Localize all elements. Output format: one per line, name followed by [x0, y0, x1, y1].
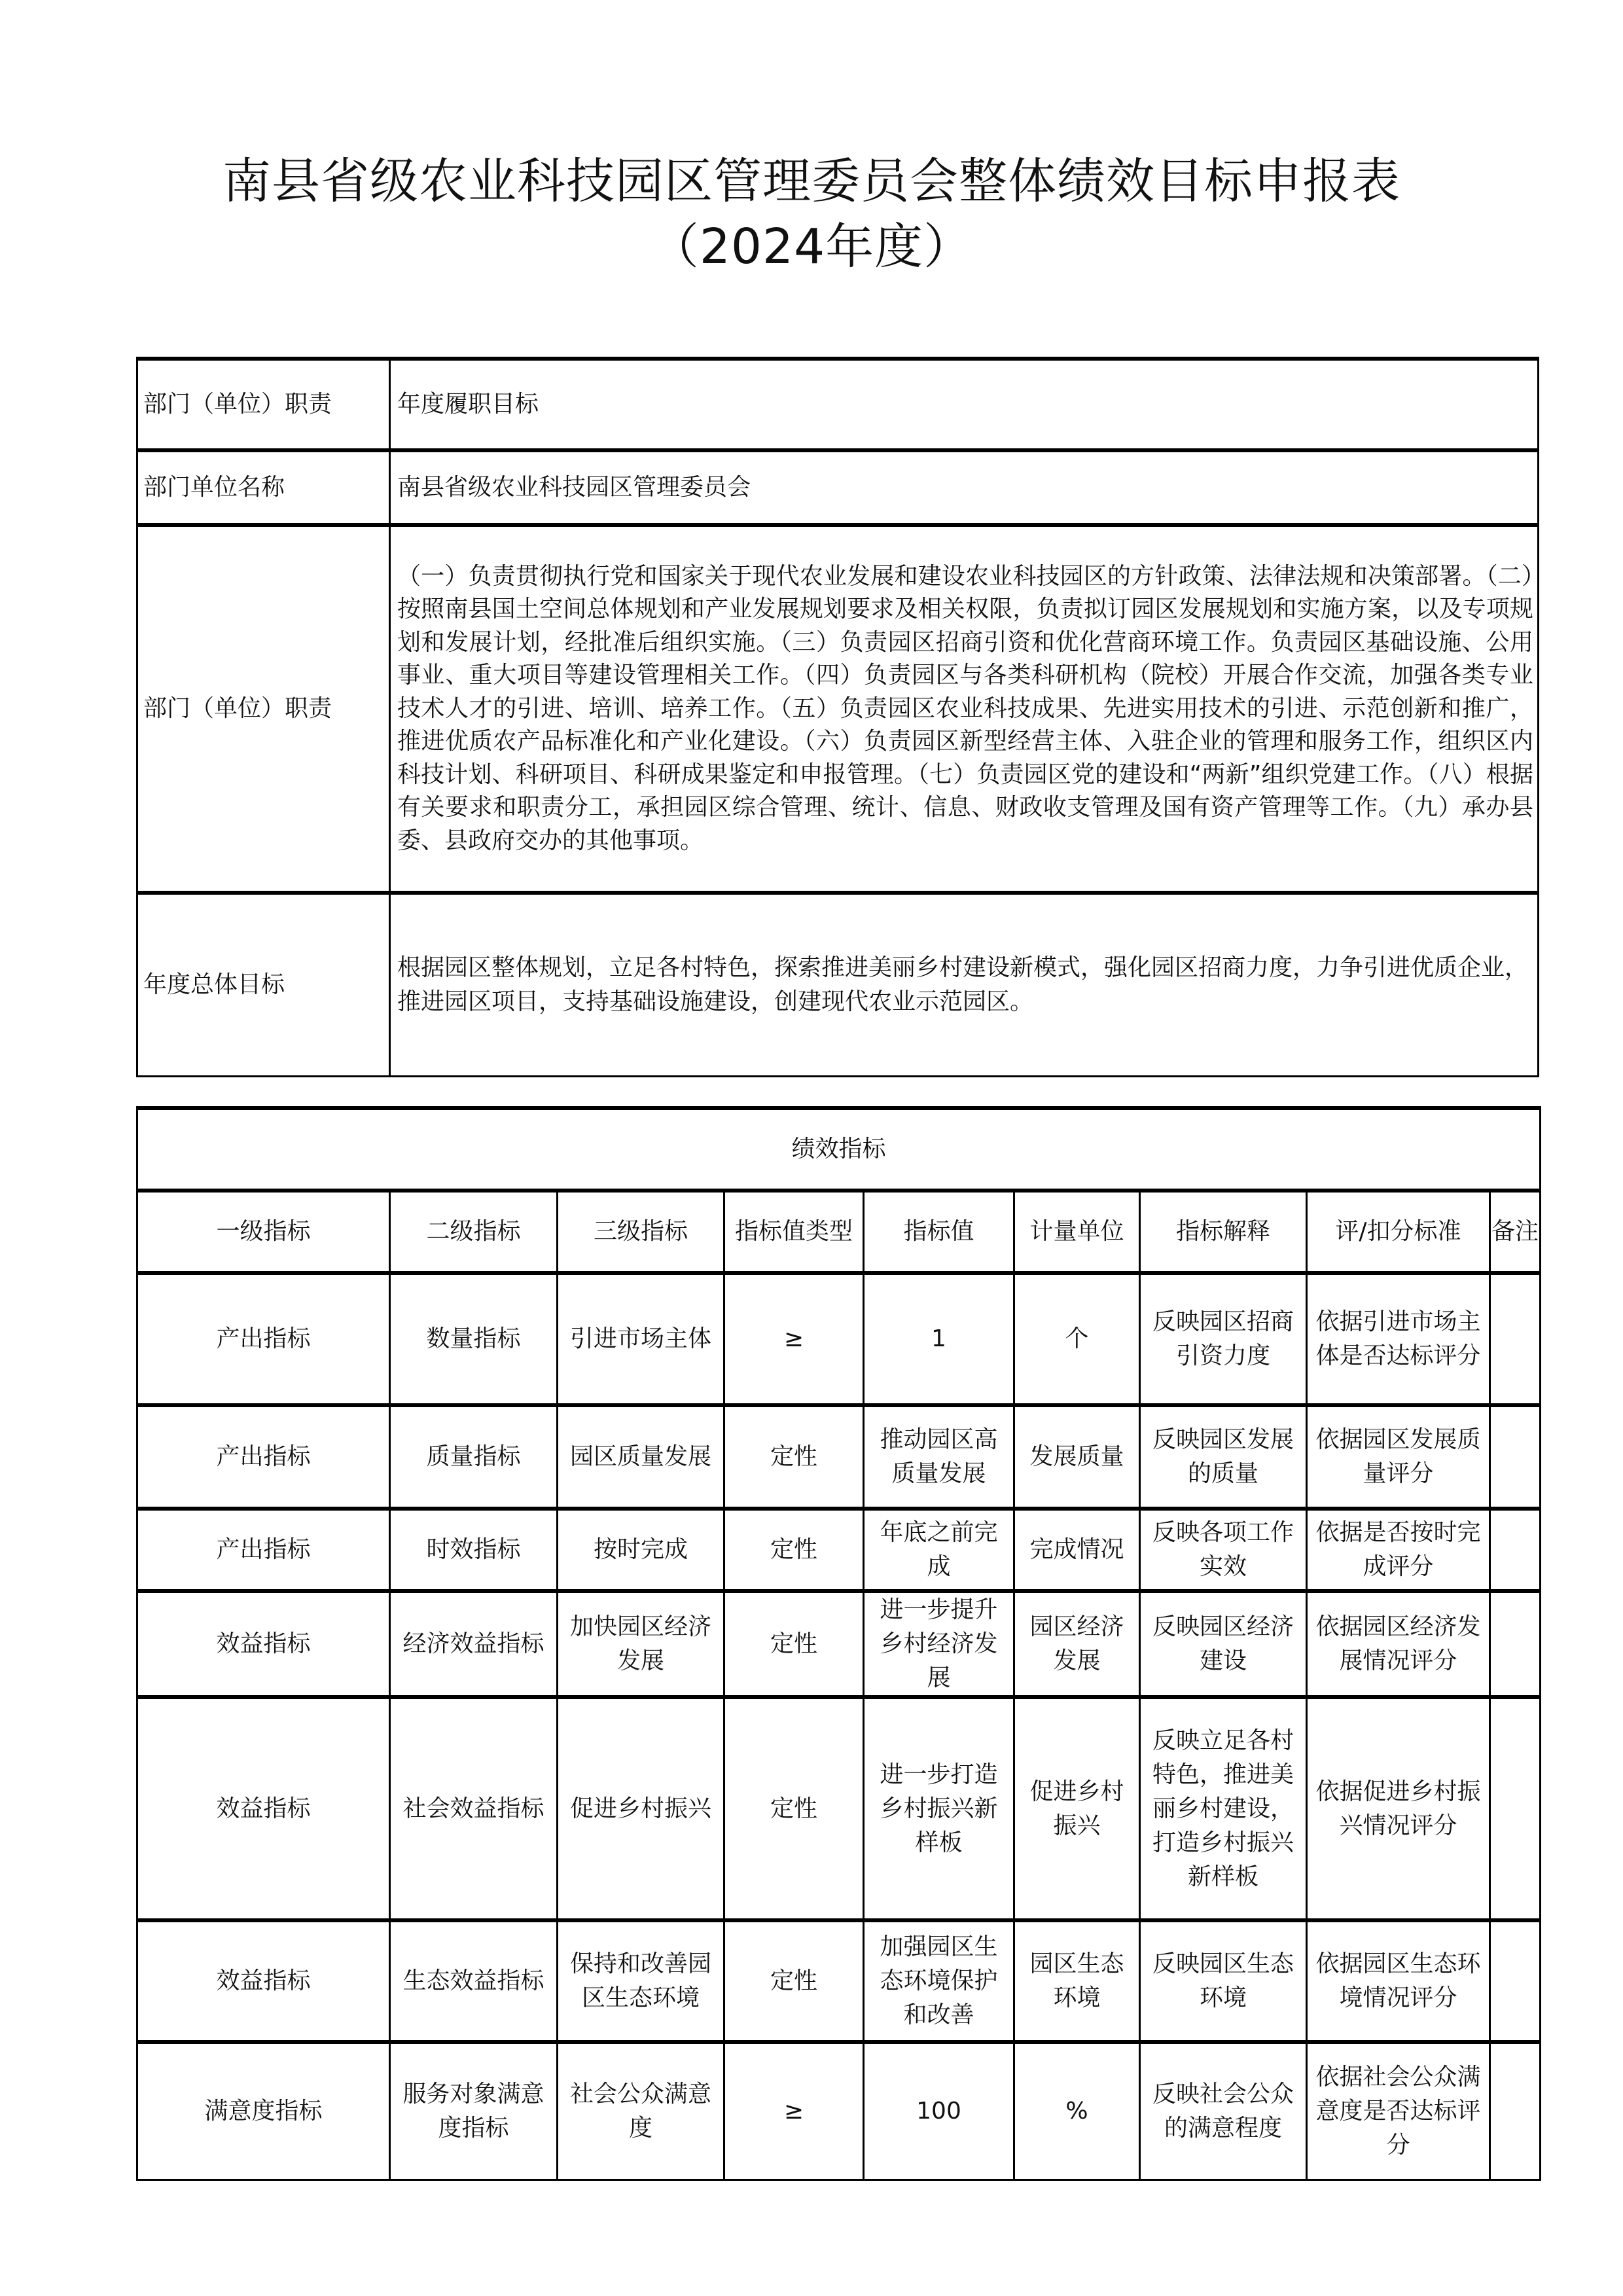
indicator-row	[137, 1509, 1541, 1591]
column-header: 指标解释	[1140, 1191, 1307, 1273]
level2-indicator: 经济效益指标	[390, 1591, 558, 1697]
level1-indicator: 效益指标	[137, 1920, 390, 2042]
info-label: 部门单位名称	[137, 450, 390, 525]
level3-indicator: 园区质量发展	[558, 1405, 724, 1509]
remark	[1490, 1920, 1541, 2042]
level1-indicator: 效益指标	[137, 1591, 390, 1697]
info-label: 部门（单位）职责	[137, 359, 390, 450]
remark	[1490, 2042, 1541, 2180]
scoring-standard: 依据促进乡村振兴情况评分	[1307, 1697, 1490, 1920]
performance-title-row	[137, 1108, 1541, 1191]
info-label: 部门（单位）职责	[137, 525, 390, 893]
unit: 园区生态环境	[1014, 1920, 1140, 2042]
value-type: ≥	[724, 1273, 864, 1405]
scoring-standard: 依据园区经济发展情况评分	[1307, 1591, 1490, 1697]
value-type: 定性	[724, 1509, 864, 1591]
info-row-duties	[137, 525, 1539, 893]
performance-table-title: 绩效指标	[137, 1108, 1541, 1191]
indicator-row	[137, 1405, 1541, 1509]
info-row-department-name	[137, 450, 1539, 525]
info-value: 年度履职目标	[390, 359, 1539, 450]
document-title: 南县省级农业科技园区管理委员会整体绩效目标申报表	[223, 153, 1400, 209]
column-header-row	[137, 1191, 1541, 1273]
value-type: 定性	[724, 1591, 864, 1697]
level3-indicator: 引进市场主体	[558, 1273, 724, 1405]
unit: 促进乡村振兴	[1014, 1697, 1140, 1920]
level1-indicator: 满意度指标	[137, 2042, 390, 2180]
column-header: 指标值类型	[724, 1191, 864, 1273]
level2-indicator: 生态效益指标	[390, 1920, 558, 2042]
level2-indicator: 时效指标	[390, 1509, 558, 1591]
level3-indicator: 社会公众满意度	[558, 2042, 724, 2180]
column-header: 评/扣分标准	[1307, 1191, 1490, 1273]
column-header: 一级指标	[137, 1191, 390, 1273]
level2-indicator: 服务对象满意度指标	[390, 2042, 558, 2180]
indicator-row	[137, 1591, 1541, 1697]
level3-indicator: 加快园区经济发展	[558, 1591, 724, 1697]
column-header: 二级指标	[390, 1191, 558, 1273]
level2-indicator: 社会效益指标	[390, 1697, 558, 1920]
indicator-explanation: 反映园区生态环境	[1140, 1920, 1307, 2042]
level3-indicator: 按时完成	[558, 1509, 724, 1591]
column-header: 指标值	[864, 1191, 1014, 1273]
scoring-standard: 依据是否按时完成评分	[1307, 1509, 1490, 1591]
level1-indicator: 产出指标	[137, 1273, 390, 1405]
indicator-explanation: 反映园区发展的质量	[1140, 1405, 1307, 1509]
indicator-value: 推动园区高质量发展	[864, 1405, 1014, 1509]
remark	[1490, 1697, 1541, 1920]
indicator-explanation: 反映各项工作实效	[1140, 1509, 1307, 1591]
unit: 完成情况	[1014, 1509, 1140, 1591]
remark	[1490, 1405, 1541, 1509]
value-type: 定性	[724, 1697, 864, 1920]
indicator-explanation: 反映园区经济建设	[1140, 1591, 1307, 1697]
level1-indicator: 产出指标	[137, 1509, 390, 1591]
document-year: （2024年度）	[650, 219, 973, 275]
remark	[1490, 1509, 1541, 1591]
remark	[1490, 1273, 1541, 1405]
scoring-standard: 依据社会公众满意度是否达标评分	[1307, 2042, 1490, 2180]
unit: 发展质量	[1014, 1405, 1140, 1509]
scoring-standard: 依据园区生态环境情况评分	[1307, 1920, 1490, 2042]
level3-indicator: 促进乡村振兴	[558, 1697, 724, 1920]
annual-goal: 根据园区整体规划，立足各村特色，探索推进美丽乡村建设新模式，强化园区招商力度，力争引进优质企业，推进园区项目，支持基础设施建设，创建现代农业示范园区。	[390, 893, 1539, 1077]
performance-indicator-table	[136, 1106, 1541, 2181]
info-label: 年度总体目标	[137, 893, 390, 1077]
unit: 园区经济发展	[1014, 1591, 1140, 1697]
indicator-explanation: 反映立足各村特色，推进美丽乡村建设，打造乡村振兴新样板	[1140, 1697, 1307, 1920]
scoring-standard: 依据园区发展质量评分	[1307, 1405, 1490, 1509]
indicator-value: 加强园区生态环境保护和改善	[864, 1920, 1014, 2042]
level2-indicator: 数量指标	[390, 1273, 558, 1405]
level3-indicator: 保持和改善园区生态环境	[558, 1920, 724, 2042]
indicator-row	[137, 1920, 1541, 2042]
value-type: ≥	[724, 2042, 864, 2180]
indicator-row	[137, 1697, 1541, 1920]
department-name: 南县省级农业科技园区管理委员会	[390, 450, 1539, 525]
column-header: 三级指标	[558, 1191, 724, 1273]
value-type: 定性	[724, 1920, 864, 2042]
department-info-table	[136, 357, 1539, 1077]
unit: %	[1014, 2042, 1140, 2180]
column-header: 备注	[1490, 1191, 1541, 1273]
indicator-value: 进一步提升乡村经济发展	[864, 1591, 1014, 1697]
remark	[1490, 1591, 1541, 1697]
scoring-standard: 依据引进市场主体是否达标评分	[1307, 1273, 1490, 1405]
column-header: 计量单位	[1014, 1191, 1140, 1273]
department-duties: （一）负责贯彻执行党和国家关于现代农业发展和建设农业科技园区的方针政策、法律法规和决策部署。（二）按照南县国土空间总体规划和产业发展规划要求及相关权限，负责拟订园区发展规划和实施方案，以及专项规划和发展计划，经批准后组织实施。（三）负责园区招商引资和优化营商环境工作。负责园区基础设施、公用事业、重大项目等建设管理相关工作。（四）负责园区与各类科研机构（院校）开展合作交流，加强各类专业技术人才的引进、培训、培养工作。（五）负责园区农业科技成果、先进实用技术的引进、示范创新和推广，推进优质农产品标准化和产业化建设。（六）负责园区新型经营主体、入驻企业的管理和服务工作，组织区内科技计划、科研项目、科研成果鉴定和申报管理。（七）负责园区党的建设和“两新”组织党建工作。（八）根据有关要求和职责分工，承担园区综合管理、统计、信息、财政收支管理及国有资产管理等工作。（九）承办县委、县政府交办的其他事项。	[390, 525, 1539, 893]
indicator-explanation: 反映园区招商引资力度	[1140, 1273, 1307, 1405]
indicator-value: 100	[864, 2042, 1014, 2180]
unit: 个	[1014, 1273, 1140, 1405]
info-row-annual-goal	[137, 893, 1539, 1077]
indicator-row	[137, 1273, 1541, 1405]
level1-indicator: 产出指标	[137, 1405, 390, 1509]
level1-indicator: 效益指标	[137, 1697, 390, 1920]
value-type: 定性	[724, 1405, 864, 1509]
indicator-explanation: 反映社会公众的满意程度	[1140, 2042, 1307, 2180]
indicator-row	[137, 2042, 1541, 2180]
level2-indicator: 质量指标	[390, 1405, 558, 1509]
info-row-annual-goal-header	[137, 359, 1539, 450]
indicator-value: 1	[864, 1273, 1014, 1405]
indicator-value: 年底之前完成	[864, 1509, 1014, 1591]
indicator-value: 进一步打造乡村振兴新样板	[864, 1697, 1014, 1920]
